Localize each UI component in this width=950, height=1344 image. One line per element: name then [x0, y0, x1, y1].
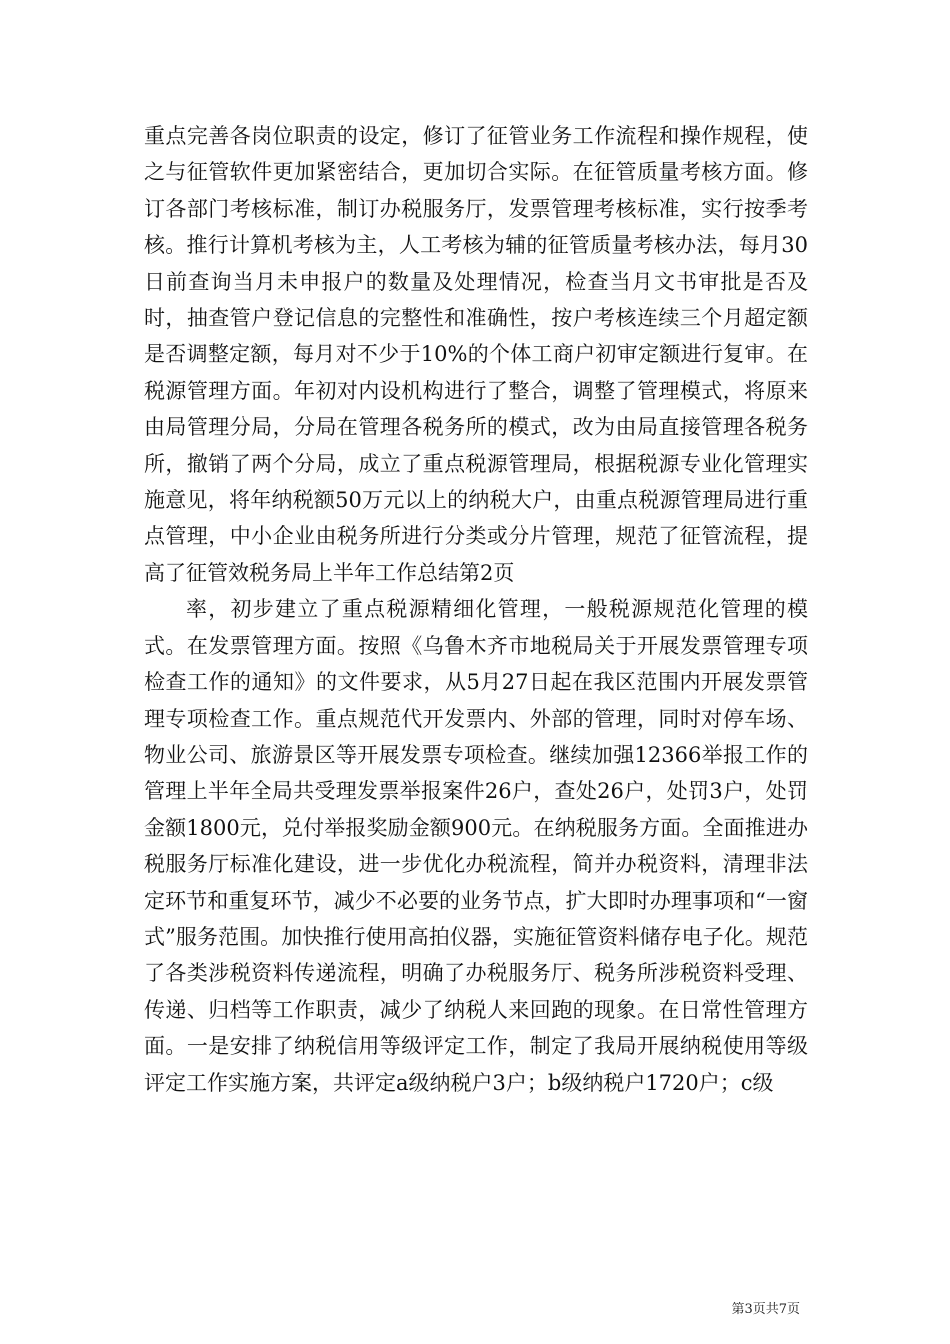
body-text — [144, 118, 808, 1101]
paragraph-1: 重点完善各岗位职责的设定，修订了征管业务工作流程和操作规程，使之与征管软件更加紧密结合，更加切合实际。在征管质量考核方面。修订各部门考核标准，制订办税服务厅，发票管理考核标准，实行按季考核。推行计算机考核为主，人工考核为辅的征管质量考核办法，每月30日前查询当月未申报户的数量及处理情况，检查当月文书审批是否及时，抽查管户登记信息的完整性和准确性，按户考核连续三个月超定额是否调整定额，每月对不少于10%的个体工商户初审定额进行复审。在税源管理方面。年初对内设机构进行了整合，调整了管理模式，将原来由局管理分局，分局在管理各税务所的模式，改为由局直接管理各税务所，撤销了两个分局，成立了重点税源管理局，根据税源专业化管理实施意见，将年纳税额50万元以上的纳税大户，由重点税源管理局进行重点管理，中小企业由税务所进行分类或分片管理，规范了征管流程，提高了征管效税务局上半年工作总结第2页 — [144, 124, 808, 585]
page-number-footer: 第3页共7页 — [731, 1302, 800, 1317]
paragraph-2: 率，初步建立了重点税源精细化管理，一般税源规范化管理的模式。在发票管理方面。按照《乌鲁木齐市地税局关于开展发票管理专项检查工作的通知》的文件要求，从5月27日起在我区范围内开展发票管理专项检查工作。重点规范代开发票内、外部的管理，同时对停车场、物业公司、旅游景区等开展发票专项检查。继续加强12366举报工作的管理上半年全局共受理发票举报案件26户，查处26户，处罚3户，处罚金额1800元，兑付举报奖励金额900元。在纳税服务方面。全面推进办税服务厅标准化建设，进一步优化办税流程，简并办税资料，清理非法定环节和重复环节，减少不必要的业务节点，扩大即时办理事项和“一窗式”服务范围。加快推行使用高拍仪器，实施征管资料储存电子化。规范了各类涉税资料传递流程，明确了办税服务厅、税务所涉税资料受理、传递、归档等工作职责，减少了纳税人来回跑的现象。在日常性管理方面。一是安排了纳税信用等级评定工作，制定了我局开展纳税使用等级评定工作实施方案，共评定a级纳税户3户；b级纳税户1720户；c级 — [144, 597, 808, 1095]
